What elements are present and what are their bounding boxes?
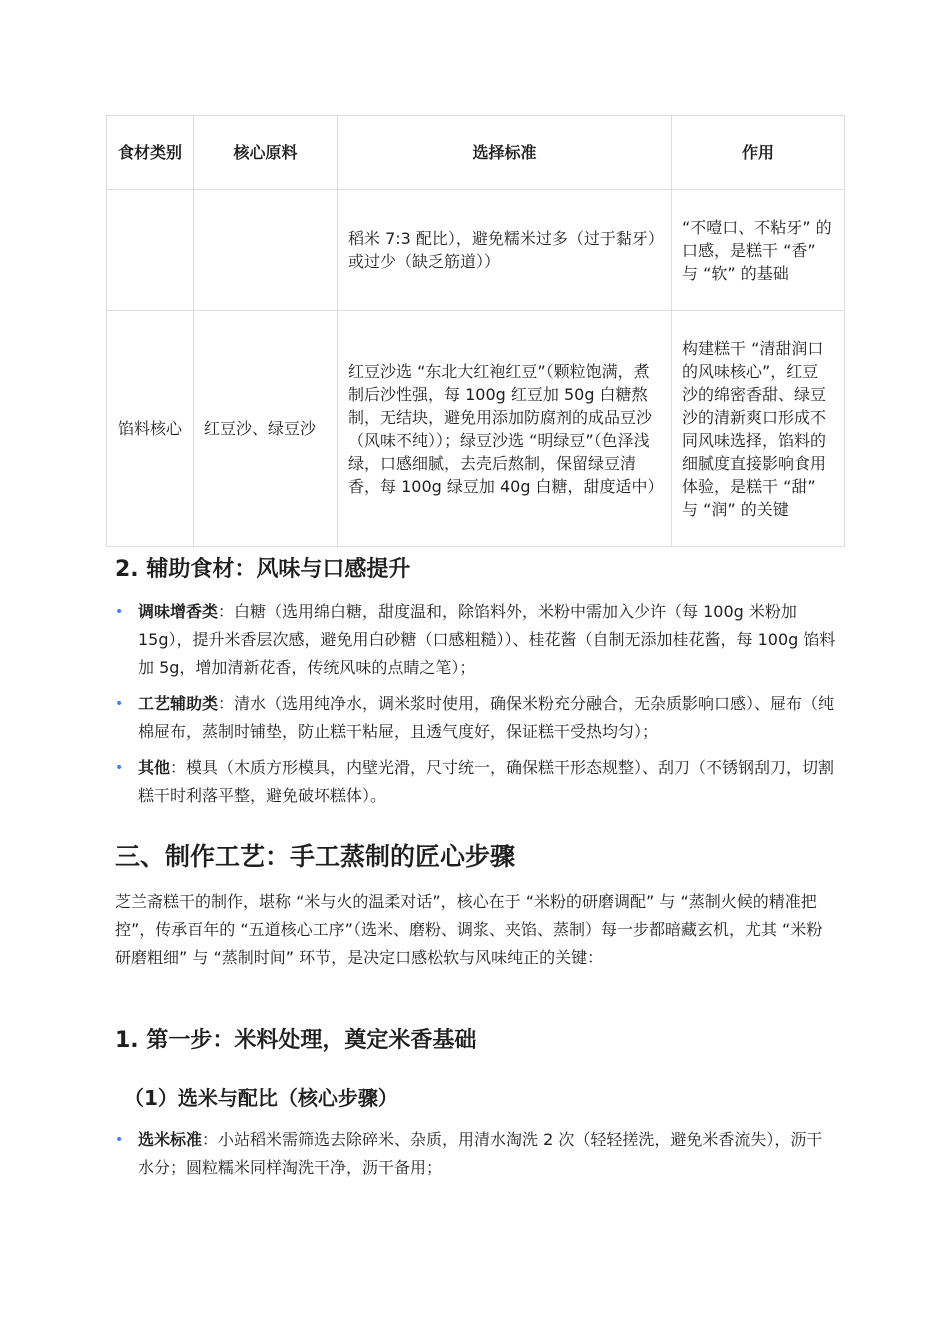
cell-material: 红豆沙、绿豆沙: [194, 311, 338, 547]
cell-material: [194, 190, 338, 311]
table-row: [107, 190, 845, 311]
cell-category: [107, 190, 194, 311]
cell-effect: 构建糕干 “清甜润口的风味核心”，红豆沙的绵密香甜、绿豆沙的清新爽口形成不同风味选择，馅料的细腻度直接影响食用体验，是糕干 “甜” 与 “润” 的关键: [672, 311, 845, 547]
table-header-row: [107, 116, 845, 190]
list-item: [115, 598, 837, 682]
aux-section-heading: 2. 辅助食材：风味与口感提升: [115, 557, 411, 582]
header-category: 食材类别: [107, 116, 194, 190]
item-label: 选米标准: [138, 1130, 203, 1149]
list-item: [115, 1126, 837, 1182]
cell-effect: “不噎口、不粘牙” 的口感，是糕干 “香” 与 “软” 的基础: [672, 190, 845, 311]
header-effect: 作用: [672, 116, 845, 190]
bullet-icon: •: [115, 1132, 124, 1148]
item-label: 其他: [138, 758, 171, 777]
bullet-icon: •: [115, 604, 124, 620]
item-label: 工艺辅助类: [138, 694, 219, 713]
list-item: [115, 754, 837, 810]
ingredient-table: [106, 115, 845, 547]
cell-standard: 红豆沙选 “东北大红袍红豆”（颗粒饱满，煮制后沙性强，每 100g 红豆加 50g 白糖熬制，无结块，避免用添加防腐剂的成品豆沙（风味不纯））；绿豆沙选 “明绿豆”（色泽浅绿，口感细腻，去壳后熬制，保留绿豆清香，每 100g 绿豆加 40g 白糖，甜度适中）: [338, 311, 672, 547]
item-text: ：白糖（选用绵白糖，甜度温和，除馅料外，米粉中需加入少许（每 100g 米粉加 15g），提升米香层次感，避免用白砂糖（口感粗糙））、桂花酱（自制无添加桂花酱，每 100g 馅料加 5g，增加清新花香，传统风味的点睛之笔）；: [138, 602, 836, 677]
header-standard: 选择标准: [338, 116, 672, 190]
aux-ingredient-list: [115, 598, 837, 818]
bullet-icon: •: [115, 760, 124, 776]
header-material: 核心原料: [194, 116, 338, 190]
rice-selection-list: [115, 1126, 837, 1190]
step-one-subheading: （1）选米与配比（核心步骤）: [124, 1086, 398, 1110]
bullet-icon: •: [115, 696, 124, 712]
item-text: ：模具（木质方形模具，内壁光滑，尺寸统一，确保糕干形态规整）、刮刀（不锈钢刮刀，切割糕干时利落平整，避免破坏糕体）。: [138, 758, 835, 805]
section-three-heading: 三、制作工艺：手工蒸制的匠心步骤: [115, 842, 516, 871]
list-item: [115, 690, 837, 746]
step-one-heading: 1. 第一步：米料处理，奠定米香基础: [115, 1028, 477, 1053]
cell-category: 馅料核心: [107, 311, 194, 547]
item-text: ：小站稻米需筛选去除碎米、杂质，用清水淘洗 2 次（轻轻搓洗，避免米香流失），沥干水分；圆粒糯米同样淘洗干净，沥干备用；: [138, 1130, 823, 1177]
item-text: ：清水（选用纯净水，调米浆时使用，确保米粉充分融合，无杂质影响口感）、屉布（纯棉屉布，蒸制时铺垫，防止糕干粘屉，且透气度好，保证糕干受热均匀）；: [138, 694, 835, 741]
section-three-intro: 芝兰斋糕干的制作，堪称 “米与火的温柔对话”，核心在于 “米粉的研磨调配” 与 “蒸制火候的精准把控”，传承百年的 “五道核心工序”（选米、磨粉、调浆、夹馅、蒸制）每一步都暗藏玄机，尤其 “米粉研磨粗细” 与 “蒸制时间” 环节，是决定口感松软与风味纯正的关键：: [115, 892, 823, 967]
cell-standard: 稻米 7:3 配比），避免糯米过多（过于黏牙）或过少（缺乏筋道））: [338, 190, 672, 311]
item-label: 调味增香类: [138, 602, 219, 621]
table-row: [107, 311, 845, 547]
